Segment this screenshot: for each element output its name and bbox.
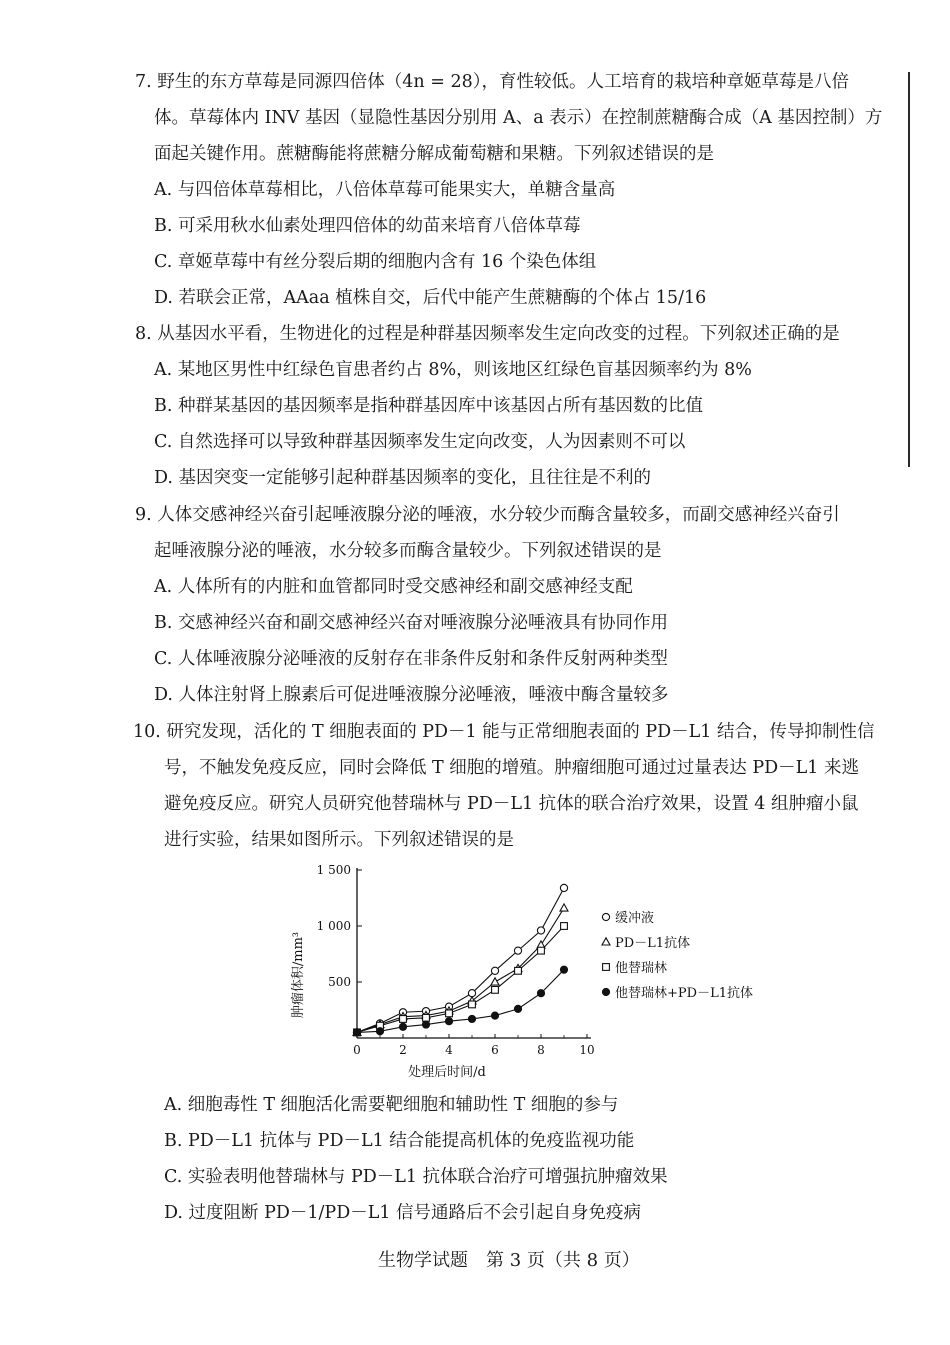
chart-series-3 <box>353 966 567 1036</box>
data-point-open-circle <box>537 927 544 934</box>
chart-y-tick-label: 1 500 <box>316 863 351 877</box>
data-point-filled-circle <box>491 1012 498 1019</box>
q7-option-d: D. 若联会正常，AAaa 植株自交，后代中能产生蔗糖酶的个体占 15/16 <box>154 288 707 308</box>
data-point-open-triangle <box>560 904 568 911</box>
data-point-filled-circle <box>353 1029 360 1036</box>
q9-stem-line2: 起唾液腺分泌的唾液，水分较多而酶含量较少。下列叙述错误的是 <box>154 541 662 561</box>
series-line <box>357 888 564 1032</box>
chart-y-axis-label: 肿瘤体积/mm³ <box>291 931 306 1019</box>
chart-y-tick-label: 500 <box>328 975 351 989</box>
q9-option-d: D. 人体注射肾上腺素后可促进唾液腺分泌唾液，唾液中酶含量较多 <box>154 685 669 705</box>
data-point-open-square <box>423 1014 430 1021</box>
q10-stem-line2: 号，不触发免疫反应，同时会降低 T 细胞的增殖。肿瘤细胞可通过过量表达 PD－L1 来逃 <box>164 758 859 778</box>
series-line <box>357 926 564 1032</box>
data-point-open-triangle <box>491 978 499 985</box>
data-point-open-square <box>446 1010 453 1017</box>
data-point-open-square <box>603 964 610 971</box>
series-line <box>357 908 564 1032</box>
legend-label: 他替瑞林 <box>615 961 668 976</box>
data-point-open-circle <box>560 884 567 891</box>
data-point-open-triangle <box>602 938 610 945</box>
q8-stem-line1: 8. 从基因水平看，生物进化的过程是种群基因频率发生定向改变的过程。下列叙述正确的是 <box>135 324 840 344</box>
data-point-open-square <box>492 986 499 993</box>
chart-series-0 <box>353 884 567 1036</box>
legend-label: 他替瑞林+PD－L1抗体 <box>615 986 753 1001</box>
legend-label: PD－L1抗体 <box>615 936 691 951</box>
chart-y-tick-label: 1 000 <box>316 919 351 933</box>
chart-x-axis-label: 处理后时间/d <box>408 1065 486 1080</box>
data-point-open-square <box>400 1016 407 1023</box>
q10-option-b: B. PD－L1 抗体与 PD－L1 结合能提高机体的免疫监视功能 <box>164 1131 635 1151</box>
q10-stem-line4: 进行实验，结果如图所示。下列叙述错误的是 <box>164 830 514 850</box>
q10-stem-line1: 10. 研究发现，活化的 T 细胞表面的 PD－1 能与正常细胞表面的 PD－L1 结合，传导抑制性信 <box>133 722 875 742</box>
q9-option-c: C. 人体唾液腺分泌唾液的反射存在非条件反射和条件反射两种类型 <box>154 649 668 669</box>
q8-option-a: A. 某地区男性中红绿色盲患者约占 8%，则该地区红绿色盲基因频率约为 8% <box>154 360 752 380</box>
chart-x-tick-label: 8 <box>537 1043 545 1057</box>
q10-option-a: A. 细胞毒性 T 细胞活化需要靶细胞和辅助性 T 细胞的参与 <box>164 1095 619 1115</box>
data-point-filled-circle <box>399 1023 406 1030</box>
data-point-open-square <box>515 967 522 974</box>
q8-option-c: C. 自然选择可以导致种群基因频率发生定向改变，人为因素则不可以 <box>154 432 686 452</box>
data-point-open-circle <box>491 967 498 974</box>
data-point-filled-circle <box>468 1015 475 1022</box>
q7-stem-line1: 7. 野生的东方草莓是同源四倍体（4n = 28），育性较低。人工培育的栽培种章姬草莓是八倍 <box>135 72 849 92</box>
data-point-filled-circle <box>514 1005 521 1012</box>
page-footer: 生物学试题 第 3 页（共 8 页） <box>378 1250 640 1271</box>
chart-x-tick-label: 0 <box>353 1043 361 1057</box>
data-point-open-square <box>469 1001 476 1008</box>
q8-option-b: B. 种群某基因的基因频率是指种群基因库中该基因占所有基因数的比值 <box>154 396 703 416</box>
data-point-filled-circle <box>560 966 567 973</box>
chart-x-tick-label: 6 <box>491 1043 499 1057</box>
chart-x-tick-label: 10 <box>579 1043 595 1057</box>
data-point-open-circle <box>514 947 521 954</box>
data-point-filled-circle <box>445 1018 452 1025</box>
chart-x-tick-label: 4 <box>445 1043 453 1057</box>
q7-option-a: A. 与四倍体草莓相比，八倍体草莓可能果实大，单糖含量高 <box>154 180 616 200</box>
data-point-filled-circle <box>602 988 609 995</box>
chart-series-2 <box>354 923 568 1036</box>
q7-option-b: B. 可采用秋水仙素处理四倍体的幼苗来培育八倍体草莓 <box>154 216 581 236</box>
chart-series-1 <box>353 904 568 1036</box>
data-point-open-square <box>538 947 545 954</box>
q9-option-a: A. 人体所有的内脏和血管都同时受交感神经和副交感神经支配 <box>154 577 633 597</box>
chart-x-tick-label: 2 <box>399 1043 407 1057</box>
data-point-filled-circle <box>376 1028 383 1035</box>
q9-stem-line1: 9. 人体交感神经兴奋引起唾液腺分泌的唾液，水分较少而酶含量较多，而副交感神经兴奋引 <box>135 505 840 525</box>
q10-stem-line3: 避免疫反应。研究人员研究他替瑞林与 PD－L1 抗体的联合治疗效果，设置 4 组肿瘤小鼠 <box>164 794 859 814</box>
data-point-open-square <box>561 923 568 930</box>
q7-option-c: C. 章姬草莓中有丝分裂后期的细胞内含有 16 个染色体组 <box>154 252 597 272</box>
binding-rule <box>908 72 910 467</box>
q10-option-d: D. 过度阻断 PD－1/PD－L1 信号通路后不会引起自身免疫病 <box>164 1203 642 1223</box>
data-point-filled-circle <box>537 990 544 997</box>
tumor-volume-chart <box>285 860 785 1085</box>
data-point-open-circle <box>602 913 609 920</box>
q8-option-d: D. 基因突变一定能够引起种群基因频率的变化，且往往是不利的 <box>154 468 652 488</box>
q9-option-b: B. 交感神经兴奋和副交感神经兴奋对唾液腺分泌唾液具有协同作用 <box>154 613 668 633</box>
q10-option-c: C. 实验表明他替瑞林与 PD－L1 抗体联合治疗可增强抗肿瘤效果 <box>164 1167 668 1187</box>
q7-stem-line2: 体。草莓体内 INV 基因（显隐性基因分别用 A、a 表示）在控制蔗糖酶合成（A 基因控制）方 <box>154 108 883 128</box>
legend-label: 缓冲液 <box>615 911 655 926</box>
data-point-filled-circle <box>422 1021 429 1028</box>
q7-stem-line3: 面起关键作用。蔗糖酶能将蔗糖分解成葡萄糖和果糖。下列叙述错误的是 <box>154 144 714 164</box>
